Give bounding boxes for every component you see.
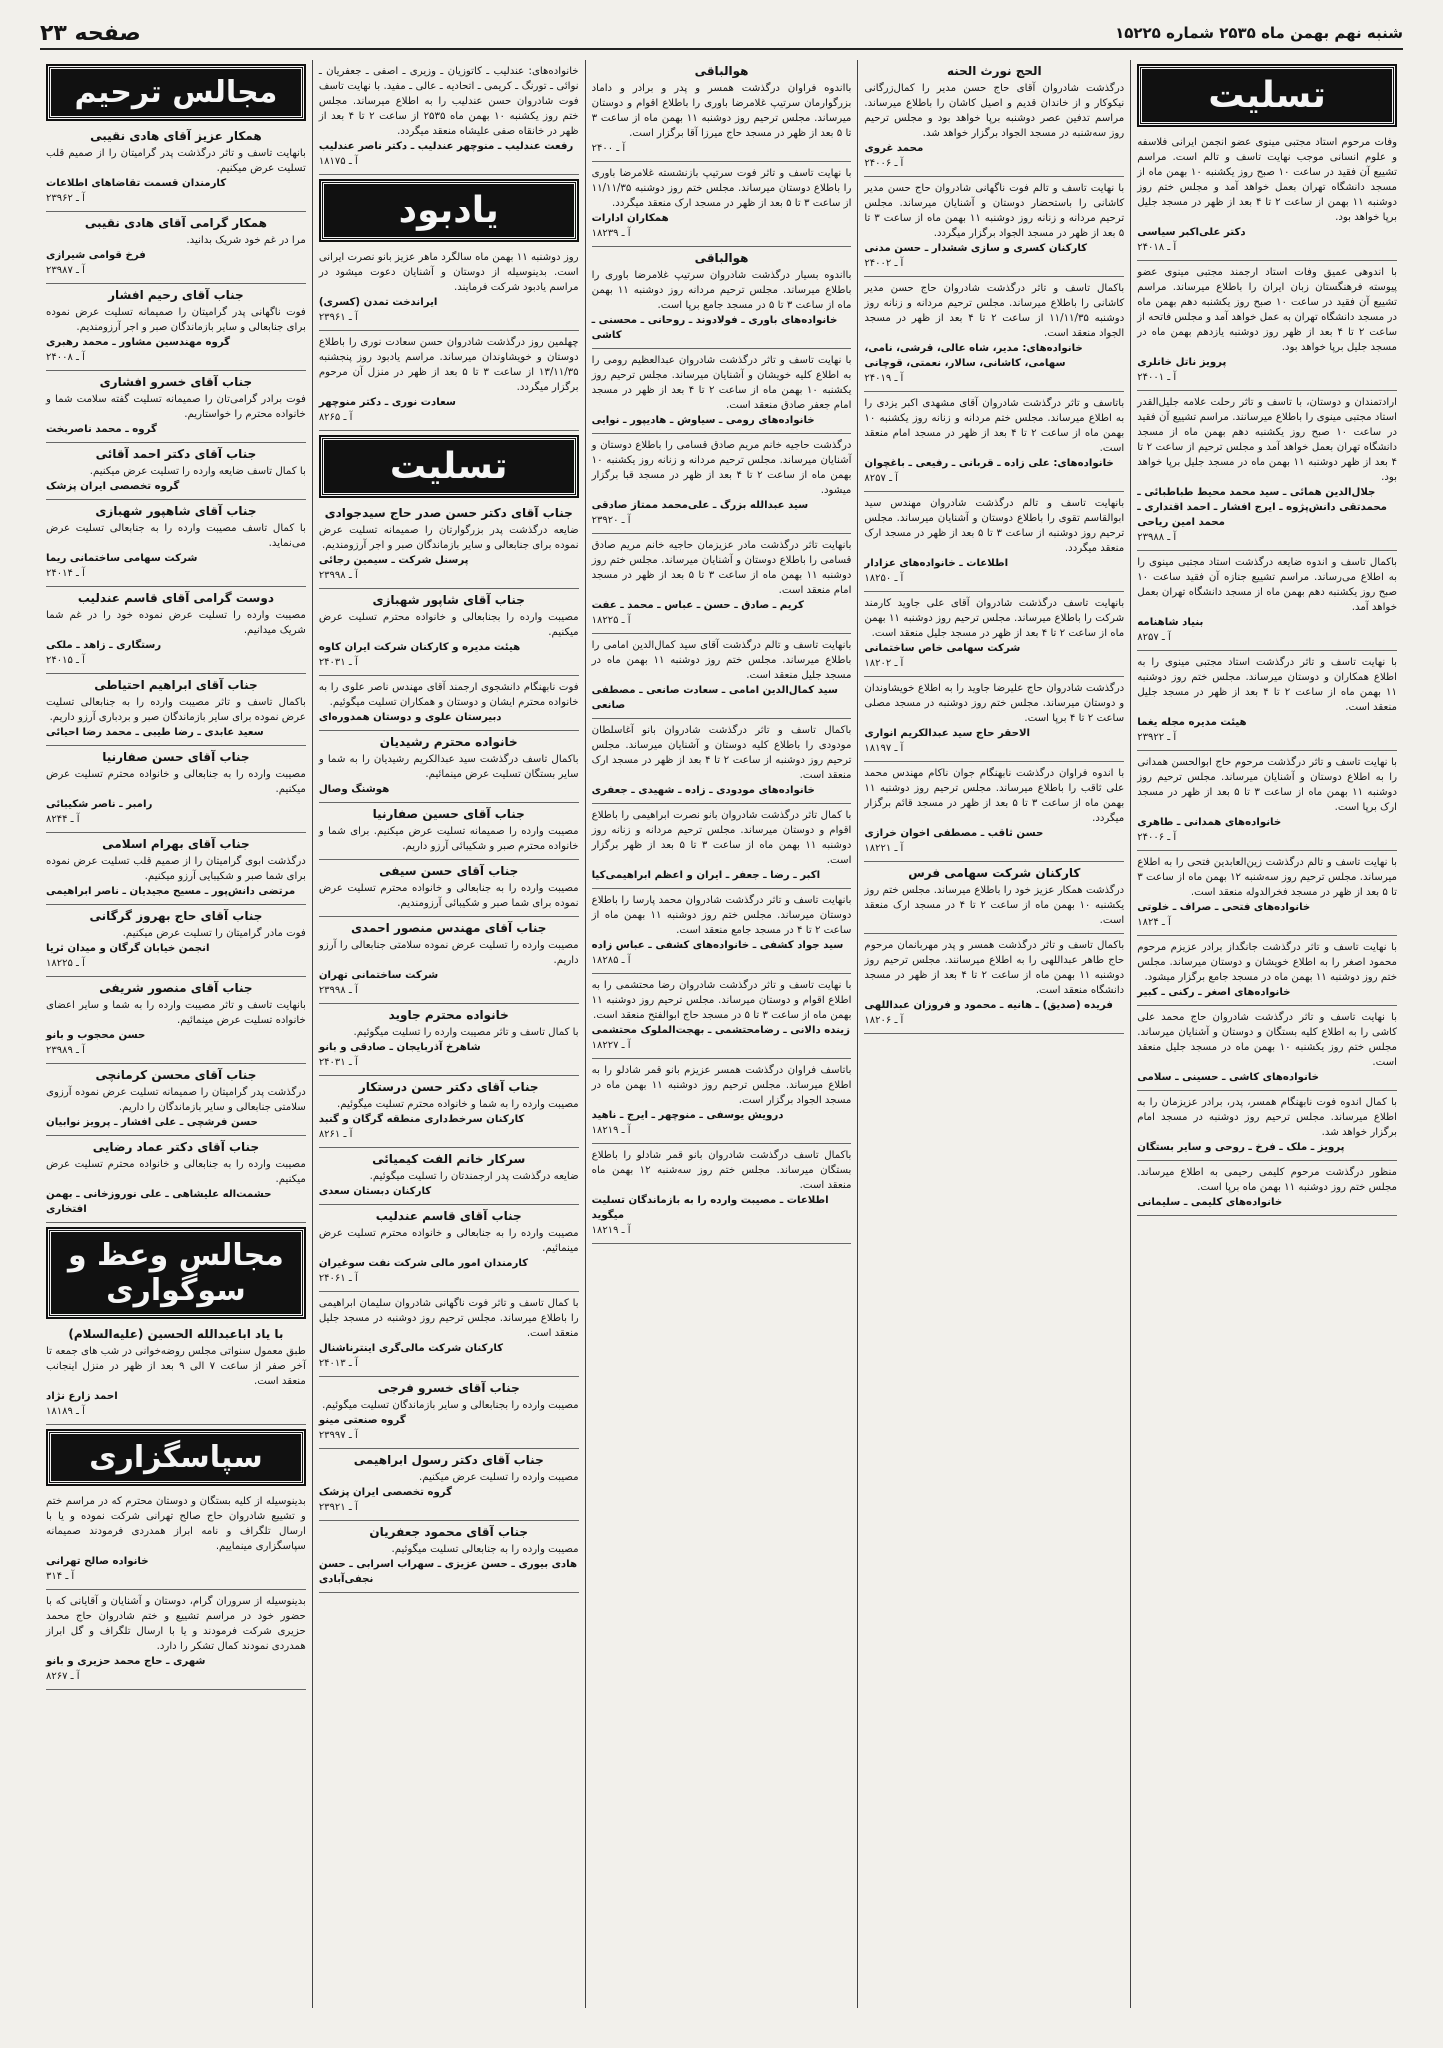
notice-item [864, 862, 1124, 934]
notice-code: آ ـ ۲۴۰۰۶ [864, 158, 904, 169]
notice-item [319, 917, 579, 1004]
notice-item [319, 860, 579, 917]
notice-title: جناب آقای دکتر حسن درستکار [358, 1080, 539, 1094]
notice-code: آ ـ ۲۳۹۶۱ [318, 312, 358, 323]
notice-signature: فریده (صدیق) ـ هانیه ـ محمود و فروزان عبداللهی [864, 1000, 1113, 1011]
notice-item [1137, 851, 1397, 936]
notice-item [319, 1148, 579, 1205]
notice-signature: احمد زارع نژاد [46, 1391, 118, 1402]
notice-code: آ ـ ۲۴۰۱۹ [864, 373, 904, 384]
notice-body: ضایعه درگذشت پدر ارجمندتان را تسلیت میگوئیم. [369, 1171, 579, 1182]
notice-code: آ ـ ۳۱۴ [46, 1571, 75, 1582]
notice-code: آ ـ ۲۴۰۰۲ [864, 258, 904, 269]
notice-signature: هوشنگ وصال [318, 784, 390, 795]
notice-body: با کمال تاسف و تاثر فوت ناگهانی شادروان سلیمان ابراهیمی را باطلاع میرساند. مجلس ترحیم روز دوشنبه در مسجد جلیل منعقد است. [318, 1298, 579, 1339]
notice-item [319, 731, 579, 803]
notice-code: آ ـ ۸۲۶۷ [46, 1671, 80, 1682]
notice-item [46, 977, 306, 1064]
notice-body: باکمال تاسف و تاثر درگذشت شادروان بانو آغاسلطان مودودی را باطلاع کلیه دوستان و آشنایان میرساند. مجلس ترحیم روز دوشنبه از ساعت ۲ تا ۴ بعد از ظهر در مسجد ارک منعقد است. [591, 725, 852, 781]
notice-item [319, 60, 579, 175]
notice-body: فوت برادر گرامی‌تان را صمیمانه تسلیت گفته سلامت شما و خانواده محترم را خواستاریم. [46, 394, 306, 420]
notice-item [592, 349, 852, 434]
notice-body: وفات مرحوم استاد مجتبی مینوی عضو انجمن ایرانی فلاسفه و علوم انسانی موجب نهایت تاسف و تالم است. مراسم تشییع آن فقید در ساعت ۱۰ صبح روز یکشنبه ۱۰ بهمن ماه از مسجد دانشگاه تهران بعمل خواهد آمد و مجلس ختم روز دوشنبه ۱۱ بهمن از ساعت ۲ تا ۴ بعد از ظهر در مسجد جلیل برپا خواهد بود. [1137, 137, 1398, 223]
notice-code: آ ـ ۲۳۹۲۰ [591, 515, 631, 526]
notice-signature: شاهرخ آذربایجان ـ صادقی و بانو [318, 1042, 481, 1053]
notice-item [592, 534, 852, 634]
notice-item [592, 1059, 852, 1144]
notice-item [592, 974, 852, 1059]
notice-code: آ ـ ۸۲۴۴ [46, 814, 80, 825]
notice-body: مصیبت وارده را بجنابعالی و خانواده محترم تسلیت عرض میکنیم. [318, 612, 579, 638]
notice-code: آ ـ ۱۸۲۸۵ [591, 955, 631, 966]
notice-title: جناب آقای منصور شریفی [99, 981, 253, 995]
notice-body: بانهایت تاسف و تاثر درگذشت پدر گرامیتان را از صمیم قلب تسلیت عرض میکنیم. [46, 148, 306, 174]
notice-body: باکمال تاسف و تاثر مصیبت وارده را به جنابعالی تسلیت عرض نموده برای سایر بازماندگان صبر و بردباری آرزو داریم. [46, 697, 306, 723]
notice-item [46, 1136, 306, 1223]
notice-code: آ ـ ۱۸۲۲۱ [864, 843, 904, 854]
notice-signature: پرویز ناتل خانلری [1137, 357, 1227, 368]
notice-title: جناب آقای بهرام اسلامی [102, 837, 250, 851]
notice-signature: اکبر ـ رضا ـ جعفر ـ ایران و اعظم ابراهیمی‌کیا [591, 870, 821, 881]
notice-title: جناب آقای خسرو افشاری [99, 375, 253, 389]
notice-title: سرکار خانم الفت کیمیائی [372, 1152, 526, 1166]
notice-signature: حسن فرشچی ـ علی افشار ـ پرویز نوابیان [46, 1117, 258, 1128]
notice-title: جناب آقای حسن سیفی [379, 864, 519, 878]
notice-title: همکار گرامی آقای هادی نقیبی [84, 216, 267, 230]
notice-title: خانواده محترم رشیدیان [379, 735, 518, 749]
notice-body: با کمال تاسف مصیبت وارده را به جنابعالی تسلیت عرض می‌نماید. [46, 523, 306, 549]
notice-signature: پرویز ـ ملک ـ فرخ ـ روحی و سایر بستگان [1137, 1142, 1345, 1153]
notice-body: مصیبت وارده را تسلیت عرض میکنیم. [418, 1472, 579, 1483]
notice-item [592, 804, 852, 889]
notice-item [864, 492, 1124, 592]
notice-signature: حسن محجوب و بانو [46, 1030, 146, 1041]
notice-item [864, 677, 1124, 762]
notice-code: آ ـ ۱۸۲۳۹ [591, 228, 631, 239]
column-5 [40, 60, 312, 2008]
notice-item [319, 803, 579, 860]
notice-body: با کمال تاسف ضایعه وارده را تسلیت عرض میکنیم. [89, 466, 306, 477]
notice-item [46, 746, 306, 833]
notice-title: همکار عزیز آقای هادی نقیبی [90, 129, 262, 143]
notice-body: فوت ناگهانی پدر گرامیتان را صمیمانه تسلیت عرض نموده برای جنابعالی و سایر بازماندگان صبر و اجر آرزومندیم. [46, 307, 306, 333]
notice-body: باکمال تاسف درگذشت سید عبدالکریم رشیدیان را به شما و سایر بستگان تسلیت عرض مینمائیم. [318, 754, 579, 780]
notice-item [592, 60, 852, 162]
columns-container [40, 60, 1403, 2008]
notice-body: بانهایت تاثر درگذشت مادر عزیزمان حاجیه خانم مریم صادق قسامی را باطلاع دوستان و آشنایان میرساند. مجلس ختم روز دوشنبه ۱۱ بهمن ماه از ساعت ۳ تا ۵ بعد از ظهر در مسجد امام منعقد است. [591, 540, 852, 596]
notice-item [46, 905, 306, 977]
notice-item [319, 1521, 579, 1593]
notice-body: با نهایت تاسف و تاثر درگذشت شادروان حاج محمد علی کاشی را به اطلاع کلیه بستگان و دوستان و آشنایان میرساند. مجلس ختم روز یکشنبه ۱۰ بهمن ماه در مسجد جلیل منعقد است. [1137, 1012, 1397, 1068]
notice-item [46, 284, 306, 371]
notice-code: آ ـ ۲۴۰۱۳ [318, 1358, 358, 1369]
notice-body: بانهایت تاسف و تالم درگذشت آقای سید کمال‌الدین امامی را باطلاع میرساند. مجلس ختم روز دوشنبه ۱۱ بهمن ماه در مسجد جلیل منعقد است. [591, 640, 852, 681]
notice-code: آ ـ ۲۴۰۰۱ [1137, 372, 1177, 383]
notice-code: آ ـ ۱۸۲۲۵ [591, 615, 631, 626]
notice-body: مصیبت وارده را به شما و خانواده محترم تسلیت میگوئیم. [337, 1099, 579, 1110]
notice-signature: رفعت عندلیب ـ منوچهر عندلیب ـ دکتر ناصر عندلیب [318, 141, 574, 152]
notice-body: با کمال اندوه فوت نابهنگام همسر، پدر، برادر عزیزمان را به اطلاع میرساند. مجلس ترحیم روز دوشنبه در مسجد امام برگزار خواهد شد. [1137, 1097, 1397, 1138]
notice-body: فوت نابهنگام دانشجوی ارجمند آقای مهندس ناصر علوی را به خانواده محترم ایشان و دوستان و همکاران تسلیت میگوئیم. [318, 682, 579, 708]
notice-signature: بنیاد شاهنامه [1137, 617, 1204, 628]
notice-title: جناب آقای شاپور شهبازی [372, 593, 525, 607]
notice-item [319, 1205, 579, 1292]
notice-signature: خانواده‌های فتحی ـ صراف ـ خلوتی [1137, 902, 1311, 913]
notice-signature: خانواده‌های کلیمی ـ سلیمانی [1137, 1197, 1283, 1208]
notice-code: آ ـ ۱۸۲۱۹ [591, 1225, 631, 1236]
notice-body: مصیبت وارده را بجنابعالی و سایر بازماندگان تسلیت میگوئیم. [322, 1400, 579, 1411]
notice-title: جناب آقای دکتر حسن صدر حاج سیدجوادی [324, 506, 573, 520]
notice-signature: سید جواد کشفی ـ خانواده‌های کشفی ـ عباس زاده [591, 940, 844, 951]
notice-signature: سید عبدالله بزرگ ـ علی‌محمد ممتاز صادقی [591, 500, 809, 511]
notice-signature: گروه مهندسین مشاور ـ محمد رهبری [46, 337, 231, 348]
notice-signature: حشمت‌اله علیشاهی ـ علی نوروزخانی ـ بهمن افتخاری [46, 1189, 272, 1215]
notice-signature: شرکت سهامی خاص ساختمانی [864, 643, 1021, 654]
notice-code: آ ـ ۲۳۹۸۷ [46, 265, 85, 276]
notice-signature: کارکنان سرخط‌داری منطقه گرگان و گنبد [318, 1114, 525, 1125]
column-1 [1130, 60, 1403, 2008]
notice-signature: گروه صنعتی مینو [318, 1415, 406, 1426]
notice-signature: شهری ـ حاج محمد حزیری و بانو [46, 1656, 206, 1667]
notice-item [1137, 751, 1397, 851]
notice-code: آ ـ ۲۴۰۳۱ [318, 657, 358, 668]
notice-body: مصیبت وارده را به جنابعالی و خانواده محترم تسلیت عرض نموده برای شما صبر و شکیبائی آرزومندیم. [318, 883, 579, 909]
notice-body: با نهایت تاسف و تالم فوت ناگهانی شادروان حاج حسن مدیر کاشانی را باستحضار دوستان و آشنایان میرساند. مجلس ترحیم مردانه و زنانه روز دوشنبه ۱۱ بهمن ماه از ساعت ۳ تا ۵ بعد از ظهر در مسجد الجواد برگزار میگردد. [864, 183, 1125, 239]
notice-item [46, 833, 306, 905]
notice-title: جناب آقای ابراهیم احتیاطی [94, 678, 258, 692]
notice-signature: جلال‌الدین همائی ـ سید محمد محیط طباطبائی ـ محمدتقی دانش‌پژوه ـ ایرج افشار ـ احمد اقتداری ـ محمد امین ریاحی [1137, 487, 1387, 528]
notice-item [864, 277, 1124, 392]
notice-body: باتاسف فراوان درگذشت همسر عزیزم بانو قمر شادلو را به اطلاع میرساند. مجلس ترحیم روز دوشنبه ۱۱ بهمن ماه در مسجد الجواد برگزار است. [591, 1065, 852, 1106]
notice-signature: هیئت مدیره مجله یغما [1137, 717, 1247, 728]
notice-body: ارادتمندان و دوستان، با تاسف و تاثر رحلت علامه جلیل‌القدر استاد مجتبی مینوی را باطلاع میرسانند. مراسم تشییع آن فقید در ساعت ۱۰ صبح روز یکشنبه دهم بهمن ماه از مسجد دانشگاه تهران بعمل خواهد آمد و مجلس ترحیم از ساعت ۲ تا ۴ بعد از ظهر دوشنبه ۱۱ بهمن ماه در مسجد جلیل برپا خواهد بود. [1137, 397, 1398, 483]
notice-code: آ ـ ۲۳۹۹۸ [318, 570, 358, 581]
notice-signature: زینده دالانی ـ رضامحتشمی ـ بهجت‌الملوک محتشمی [591, 1025, 850, 1036]
notice-item [864, 592, 1124, 677]
notice-body: باکمال تاسف درگذشت شادروان بانو قمر شادلو را باطلاع بستگان میرساند. مجلس ختم روز سه‌شنبه ۱۲ بهمن ماه منعقد است. [591, 1150, 852, 1191]
notice-item [319, 246, 579, 331]
column-3 [585, 60, 858, 2008]
notice-item [319, 676, 579, 731]
notice-code: آ ـ ۸۲۵۷ [1137, 632, 1171, 643]
notice-code: آ ـ ۲۴۰۶۱ [318, 1273, 358, 1284]
notice-signature: خانواده صالح تهرانی [46, 1556, 149, 1567]
notice-body: درگذشت شادروان آقای حاج حسن مدیر را کمال‌زرگانی نیکوکار و از خاندان قدیم و اصیل کاشان را باطلاع میرساند. مراسم تدفین عصر دوشنبه برپا خواهد بود و مجلس ترحیم روز سه‌شنبه در مسجد الجواد برگزار خواهد شد. [864, 83, 1125, 139]
notice-signature: محمد غروی [864, 143, 924, 154]
notice-item [1137, 651, 1397, 751]
notice-item [319, 502, 579, 589]
notice-item [864, 60, 1124, 177]
notice-signature: خانواده‌های رومی ـ سیاوش ـ هادیپور ـ نوایی [591, 415, 815, 426]
notice-signature: دبیرستان علوی و دوستان همدوره‌ای [318, 712, 502, 723]
notice-item [46, 674, 306, 746]
notice-signature: همکاران ادارات [591, 213, 669, 224]
notice-signature: گروه تخصصی ایران پزشک [46, 481, 180, 492]
notice-body: بدینوسیله از کلیه بستگان و دوستان محترم که در مراسم ختم و تشییع شادروان حاج صالح تهرانی شرکت نموده و یا با ارسال تلگراف و نامه ابراز همدردی فرمودند صمیمانه سپاسگزاری مینماییم. [46, 1496, 306, 1552]
notice-signature: حسن ثاقب ـ مصطفی اخوان خرازی [864, 828, 1044, 839]
notice-signature: اطلاعات ـ مصیبت وارده را به بازماندگان تسلیت میگوید [591, 1195, 829, 1221]
notice-body: با نهایت تاسف و تاثر درگذشت شادروان عبدالعظیم رومی را به اطلاع کلیه خویشان و آشنایان میرساند. مجلس ترحیم روز یکشنبه ۱۰ بهمن ماه از ساعت ۲ تا ۴ بعد از ظهر در مسجد امام جعفر صادق منعقد است. [591, 355, 852, 411]
notice-body: بااندوه فراوان درگذشت همسر و پدر و برادر و داماد بزرگوارمان سرتیپ غلامرضا باوری را باطلاع اقوام و دوستان میرساند. مجلس ترحیم روز دوشنبه ۱۱ بهمن ماه از ساعت ۳ تا ۵ بعد از ظهر در مسجد حاج میرزا آقا برگزار است. [591, 83, 852, 139]
notice-item [1137, 1091, 1397, 1161]
notice-body: درگذشت حاجیه خانم مریم صادق قسامی را باطلاع دوستان و آشنایان میرساند. مجلس ترحیم مردانه و زنانه روز یکشنبه ۱۰ بهمن ماه از ساعت ۲ تا ۴ بعد از ظهر در مسجد قبا برگزار میشود. [591, 440, 852, 496]
notice-signature: هادی بیوری ـ حسن عزیزی ـ سهراب اسرابی ـ حسن نجفی‌آبادی [318, 1559, 578, 1585]
notice-item [592, 889, 852, 974]
notice-item [592, 634, 852, 719]
section-banner: سپاسگزاری [48, 1431, 304, 1484]
section-banner: مجالس ترحیم [48, 66, 304, 119]
notice-code: آ ـ ۲۴۰۱۵ [46, 655, 85, 666]
notice-code: آ ـ ۱۸۱۹۷ [864, 743, 904, 754]
notice-body: با نهایت تاسف و تاثر درگذشت جانگداز برادر عزیزم مرحوم محمود اصغر را به اطلاع خویشان و دوستان میرساند. مجلس ختم روز دوشنبه ۱۱ بهمن ماه در مسجد جامع برگزار میشود. [1137, 942, 1397, 983]
notice-signature: مرتضی دانش‌پور ـ مسیح مجیدیان ـ ناصر ابراهیمی [46, 886, 296, 897]
notice-item [319, 1377, 579, 1449]
notice-title: جناب آقای حاج بهروز گرگانی [89, 909, 263, 923]
notice-body: با نهایت تاسف و تاثر درگذشت شادروان رضا محتشمی را به اطلاع اقوام و دوستان میرساند. مجلس ترحیم روز دوشنبه ۱۱ بهمن ماه از ساعت ۳ تا ۵ در مسجد حاج ابوالفتح منعقد است. [591, 980, 852, 1021]
notice-item [319, 1004, 579, 1076]
notice-item [1137, 1161, 1397, 1216]
notice-item [46, 125, 306, 212]
notice-title: کارکنان شرکت سهامی فرس [908, 866, 1081, 880]
notice-body: با کمال تاثر درگذشت شادروان بانو نصرت ابراهیمی را باطلاع اقوام و دوستان میرساند. مجلس ترحیم مردانه و زنانه روز دوشنبه ۱۱ بهمن ماه از ساعت ۳ تا ۵ بعد از ظهر برگزار است. [591, 810, 852, 866]
page-header [40, 18, 1403, 50]
notice-signature: خانواده‌های همدانی ـ طاهری [1137, 817, 1282, 828]
notice-title: جناب آقای خسرو فرجی [377, 1381, 520, 1395]
notice-code: آ ـ ۱۸۲۲۵ [46, 958, 85, 969]
notice-signature: پرسنل شرکت ـ سیمین رجائی [318, 555, 469, 566]
notice-signature: دکتر علی‌اکبر سیاسی [1137, 227, 1246, 238]
notice-signature: خانواده‌های: مدیر، شاه عالی، قرشی، نامی، سهامی، کاشانی، سالار، نعمتی، قوچانی [864, 343, 1083, 369]
notice-item [1137, 131, 1397, 261]
notice-body: خانواده‌های: عندلیب ـ کاتوزیان ـ وزیری ـ اصفی ـ جعفریان ـ نوائی ـ تورنگ ـ کریمی ـ اتحادیه ـ عالی ـ مفید. با نهایت تاسف فوت شادروان حسن عندلیب را به اطلاع میرساند. مجلس ختم روز یکشنبه ۱۰ بهمن ماه ۲۵۳۵ از ساعت ۲ تا ۴ بعد از ظهر در خانقاه صفی علیشاه منعقد میگردد. [318, 66, 579, 137]
notice-code: آ ـ ۱۸۲۴ [1137, 917, 1171, 928]
notice-item [1137, 261, 1397, 391]
section-banner: یادبود [321, 181, 577, 240]
notice-code: آ ـ ۱۸۲۰۶ [864, 1015, 904, 1026]
notice-title: جناب آقای دکتر رسول ابراهیمی [353, 1453, 544, 1467]
notice-item [46, 1064, 306, 1136]
notice-code: آ ـ ۲۳۹۲۲ [1137, 732, 1177, 743]
notice-body: ضایعه درگذشت پدر بزرگوارتان را صمیمانه تسلیت عرض نموده برای جنابعالی و سایر بازماندگان صبر و اجر آرزومندیم. [318, 525, 579, 551]
notice-item [1137, 1006, 1397, 1091]
notice-item [46, 1590, 306, 1690]
notice-body: مصیبت وارده را تسلیت عرض نموده خود را در غم شما شریک میدانیم. [46, 610, 306, 636]
notice-signature: فرخ قوامی شیرازی [46, 250, 146, 261]
notice-body: با اندوهی عمیق وفات استاد ارجمند مجتبی مینوی عضو پیوسته فرهنگستان زبان ایران را باطلاع میرساند. مراسم تشییع آن فقید در ساعت ۱۰ صبح روز یکشنبه دهم بهمن ماه در مسجد دانشگاه تهران به عمل خواهد آمد و مجلس فاتحه از ساعت ۲ تا ۴ بعد از ظهر روز دوشنبه یازدهم بهمن ماه در مسجد جلیل برپا خواهد بود. [1137, 267, 1398, 353]
notice-signature: رامبر ـ ناصر شکیبائی [46, 799, 153, 810]
notice-item [864, 934, 1124, 1034]
notice-body: درگذشت همکار عزیز خود را باطلاع میرساند. مجلس ختم روز یکشنبه ۱۰ بهمن ماه از ساعت ۲ تا ۴ در مسجد ارک منعقد است. [864, 885, 1125, 926]
notice-item [46, 212, 306, 284]
notice-item [864, 177, 1124, 277]
notice-title: جناب آقای مهندس منصور احمدی [351, 921, 547, 935]
column-4 [312, 60, 585, 2008]
notice-body: فوت مادر گرامیتان را تسلیت عرض میکنیم. [122, 928, 306, 939]
notice-signature: شرکت ساختمانی تهران [318, 970, 439, 981]
notice-signature: ایراندخت تمدن (کسری) [318, 297, 438, 308]
notice-code: آ ـ ۲۴۰۳۱ [318, 1057, 358, 1068]
notice-title: جناب آقای رحیم افشار [108, 288, 244, 302]
notice-title: جناب آقای شاهپور شهبازی [95, 504, 257, 518]
notice-title: جناب آقای حسن صفارنیا [102, 750, 250, 764]
notice-item [864, 392, 1124, 492]
notice-item [46, 371, 306, 443]
notice-code: آ ـ ۲۴۰۱۴ [46, 568, 85, 579]
notice-code: آ ـ ۲۴۰۰ [591, 143, 626, 154]
notice-item [319, 1292, 579, 1377]
notice-body: درگذشت ابوی گرامیتان را از صمیم قلب تسلیت عرض نموده برای شما صبر و شکیبایی آرزو میکنیم. [46, 856, 306, 882]
notice-signature: الاحقر حاج سید عبدالکریم انواری [864, 728, 1031, 739]
notice-title: هوالباقی [694, 64, 749, 78]
notice-signature: خانواده‌های باوری ـ فولادوند ـ روحانی ـ محسنی ـ کاشی [591, 315, 838, 341]
notice-body: باتاسف و تاثر درگذشت شادروان آقای مشهدی اکبر یزدی را به اطلاع میرساند. مجلس ختم مردانه و زنانه روز یکشنبه ۱۰ بهمن ماه از ساعت ۲ تا ۴ بعد از ظهر در مسجد امام منعقد است. [864, 398, 1125, 454]
notice-title: جناب آقای قاسم عندلیب [375, 1209, 522, 1223]
notice-signature: خانواده‌های: علی زاده ـ قربانی ـ رفیعی ـ باغچوان [864, 458, 1114, 469]
notice-body: بانهایت تاسف و تاثر درگذشت شادروان محمد پارسا را باطلاع دوستان میرساند. مجلس ختم روز دوشنبه ۱۱ بهمن ماه از ساعت ۲ تا ۴ در مسجد جامع منعقد است. [591, 895, 852, 936]
notice-code: آ ـ ۲۳۹۸۸ [1137, 532, 1177, 543]
notice-body: درگذشت پدر گرامیتان را صمیمانه تسلیت عرض نموده آرزوی سلامتی جنابعالی و سایر بازماندگان را داریم. [46, 1087, 306, 1113]
notice-body: مصیبت وارده را به جنابعالی و خانواده محترم تسلیت عرض میکنیم. [46, 769, 306, 795]
notice-title: جناب آقای دکتر احمد آقائی [95, 447, 257, 461]
notice-body: باکمال تاسف و تاثر درگذشت همسر و پدر مهربانمان مرحوم حاج طاهر عبداللهی را به اطلاع میرسانند. مجلس ترحیم روز دوشنبه ۱۱ بهمن ماه از ساعت ۲ تا ۴ بعد از ظهر در مسجد دانشگاه منعقد است. [864, 940, 1125, 996]
notice-body: منظور درگذشت مرحوم کلیمی رحیمی به اطلاع میرساند. مجلس ختم روز دوشنبه ۱۱ بهمن ماه برپا است. [1137, 1167, 1397, 1193]
notice-body: بانهایت تاسف و تالم درگذشت شادروان مهندس سید ابوالقاسم تقوی را باطلاع دوستان و آشنایان میرساند. مجلس ترحیم روز دوشنبه از ساعت ۳ تا ۵ بعد از ظهر در مسجد ارک منعقد میگردد. [864, 498, 1125, 554]
notice-title: هوالباقی [694, 251, 749, 265]
notice-item [319, 331, 579, 431]
notice-item [46, 1323, 306, 1425]
notice-title: الحج نورث الحنه [946, 64, 1042, 78]
notice-item [46, 587, 306, 674]
notice-code: آ ـ ۸۲۶۱ [318, 1129, 353, 1140]
notice-code: آ ـ ۱۸۲۲۷ [591, 1040, 631, 1051]
notice-code: آ ـ ۲۳۹۹۸ [318, 985, 358, 996]
notice-body: بدینوسیله از سروران گرام، دوستان و آشنایان و آقایانی که با حضور خود در مراسم تشییع و ختم شادروان حاج محمد حزیری شرکت فرمودند و یا با ارسال تلگراف و گل ابراز همدردی نمودند کمال تشکر را دارد. [46, 1596, 306, 1652]
notice-body: باکمال تاسف و تاثر درگذشت شادروان حاج حسن مدیر کاشانی را باطلاع میرساند. مجلس ترحیم مردانه و زنانه روز دوشنبه ۱۱/۱۱/۳۵ از ساعت ۲ تا ۴ بعد از ظهر در مسجد الجواد منعقد است. [864, 283, 1125, 339]
notice-signature: خانواده‌های اصغر ـ رکنی ـ کبیر [1137, 987, 1291, 998]
notice-body: مصیبت وارده را تسلیت عرض نموده سلامتی جنابعالی را آرزو داریم. [318, 940, 579, 966]
notice-item [864, 762, 1124, 862]
notice-code: آ ـ ۲۳۹۸۹ [46, 1045, 85, 1056]
notice-body: مصیبت وارده را به جنابعالی و خانواده محترم تسلیت عرض مینمائیم. [318, 1228, 579, 1254]
notice-body: با نهایت تاسف و تاثر درگذشت استاد مجتبی مینوی را به اطلاع همکاران و دوستان میرساند. مجلس ختم روز دوشنبه ۱۱ بهمن ماه از ساعت ۲ تا ۴ بعد از ظهر در مسجد جلیل منعقد است. [1137, 657, 1397, 713]
notice-code: آ ـ ۱۸۲۵۰ [864, 573, 904, 584]
notice-signature: انجمن خیابان گرگان و میدان ثریا [46, 943, 210, 954]
notice-title: دوست گرامی آقای قاسم عندلیب [77, 591, 274, 605]
notice-signature: خانواده‌های مودودی ـ زاده ـ شهیدی ـ جعفری [591, 785, 815, 796]
section-banner: تسلیت [321, 437, 577, 496]
notice-title: جناب آقای محمود جعفریان [369, 1525, 529, 1539]
notice-code: آ ـ ۸۲۶۵ [318, 412, 353, 423]
notice-body: مصیبت وارده را صمیمانه تسلیت عرض میکنیم. برای شما و خانواده محترم صبر و شکیبائی آرزو داریم. [318, 826, 579, 852]
notice-title: جناب آقای محسن کرمانچی [95, 1068, 257, 1082]
notice-title: جناب آقای حسین صفارنیا [372, 807, 525, 821]
notice-title: خانواده محترم جاوید [388, 1008, 509, 1022]
notice-item [1137, 936, 1397, 1006]
notice-item [1137, 391, 1397, 551]
notice-signature: کارکنان شرکت مالی‌گری اینترناشنال [318, 1343, 504, 1354]
issue-date-line: شنبه نهم بهمن ماه ۲۵۳۵ شماره ۱۵۲۲۵ [1115, 24, 1403, 42]
notice-signature: گروه ـ محمد ناصربخت [46, 424, 157, 435]
notice-body: مرا در غم خود شریک بدانید. [186, 235, 306, 246]
notice-body: درگذشت شادروان حاج علیرضا جاوید را به اطلاع خویشاوندان و دوستان میرساند. مجلس ختم روز دوشنبه در مسجد مصلی ساعت ۲ تا ۴ برپا است. [864, 683, 1125, 724]
notice-signature: کارکنان کسری و سازی ششدار ـ حسن مدنی [864, 243, 1088, 254]
notice-signature: خانواده‌های کاشی ـ حسینی ـ سلامی [1137, 1072, 1320, 1083]
notice-signature: سعید عابدی ـ رضا طیبی ـ محمد رضا احیائی [46, 727, 264, 738]
notice-item [319, 589, 579, 676]
notice-body: طبق معمول سنواتی مجلس روضه‌خوانی در شب های جمعه تا آخر صفر از ساعت ۷ الی ۹ بعد از ظهر در منزل اینجانب منعقد است. [46, 1346, 306, 1387]
notice-body: بانهایت تاسف درگذشت شادروان آقای علی جاوید کارمند شرکت را باطلاع میرساند. مجلس ترحیم روز دوشنبه ۱۱ بهمن ماه از ساعت ۲ تا ۴ بعد از ظهر در مسجد جلیل منعقد است. [864, 598, 1125, 639]
section-banner: تسلیت [1139, 66, 1395, 125]
notice-signature: درویش یوسفی ـ منوچهر ـ ایرج ـ ناهید [591, 1110, 784, 1121]
notice-item [46, 443, 306, 500]
notice-body: با نهایت تاسف و تاثر فوت سرتیپ بازنشسته غلامرضا باوری را باطلاع دوستان میرساند. مجلس ختم روز دوشنبه ۱۱/۱۱/۳۵ از ساعت ۳ تا ۵ بعد از ظهر در مسجد ارک منعقد میگردد. [591, 168, 852, 209]
notice-signature: گروه تخصصی ایران پزشک [318, 1487, 453, 1498]
notice-body: با نهایت تاسف و تاثر درگذشت مرحوم حاج ابوالحسن همدانی را به اطلاع دوستان و آشنایان میرساند. مجلس ترحیم روز دوشنبه ۱۱ بهمن ماه از ساعت ۳ تا ۵ بعد از ظهر در مسجد ارک برپا است. [1137, 757, 1398, 813]
notice-signature: کارمندان امور مالی شرکت نفت سوغیران [318, 1258, 529, 1269]
notice-body: مصیبت وارده را به جنابعالی تسلیت میگوئیم. [391, 1544, 579, 1555]
notice-code: آ ـ ۲۴۰۰۸ [46, 352, 85, 363]
notice-body: بااندوه بسیار درگذشت شادروان سرتیپ غلامرضا باوری را باطلاع میرساند. مجلس ترحیم مردانه روز دوشنبه ۱۱ بهمن ماه از ساعت ۳ تا ۵ در مسجد جامع برپا است. [591, 270, 852, 311]
notice-item [46, 1490, 306, 1590]
notice-title: با یاد اباعبدالله الحسین (علیه‌السلام) [68, 1327, 284, 1341]
notice-item [592, 719, 852, 804]
notice-item [319, 1076, 579, 1148]
notice-signature: سید کمال‌الدین امامی ـ سعادت صانعی ـ مصطفی صانعی [591, 685, 838, 711]
notice-body: باکمال تاسف و اندوه ضایعه درگذشت استاد مجتبی مینوی را به اطلاع می‌رساند. مراسم تشییع جنازه آن فقید ساعت ۱۰ صبح روز یکشنبه دهم بهمن ماه از مسجد دانشگاه تهران بعمل خواهد آمد. [1137, 557, 1397, 613]
notice-code: آ ـ ۱۸۲۰۲ [864, 658, 904, 669]
column-2 [857, 60, 1130, 2008]
notice-code: آ ـ ۲۳۹۲۱ [318, 1502, 358, 1513]
notice-body: با اندوه فراوان درگذشت نابهنگام جوان ناکام مهندس محمد علی ثاقب را باطلاع میرساند. مجلس ترحیم روز دوشنبه ۱۱ بهمن ماه از ساعت ۳ تا ۵ بعد از ظهر در مسجد قائم برگزار میگردد. [864, 768, 1125, 824]
page-number: صفحه ۲۳ [40, 20, 141, 46]
section-banner: مجالس وعظ و سوگواری [48, 1229, 304, 1317]
notice-code: آ ـ ۸۲۵۷ [864, 473, 898, 484]
notice-body: مصیبت وارده را به جنابعالی و خانواده محترم تسلیت عرض میکنیم. [46, 1159, 306, 1185]
notice-signature: کارمندان قسمت تقاضاهای اطلاعات [46, 178, 227, 189]
notice-signature: شرکت سهامی ساختمانی ریما [46, 553, 198, 564]
notice-signature: هیئت مدیره و کارکنان شرکت ایران کاوه [318, 642, 521, 653]
notice-item [592, 247, 852, 349]
notice-code: آ ـ ۲۳۹۶۲ [46, 193, 85, 204]
notice-item [46, 500, 306, 587]
notice-item [592, 1144, 852, 1244]
notice-code: آ ـ ۲۳۹۹۷ [318, 1430, 358, 1441]
notice-title: جناب آقای دکتر عماد رضایی [92, 1140, 260, 1154]
notice-body: با نهایت تاسف و تالم درگذشت زین‌العابدین فتحی را به اطلاع میرساند. مجلس ترحیم روز سه‌شنبه ۱۲ بهمن ماه از ساعت ۳ تا ۵ بعد از ظهر در مسجد فخرالدوله منعقد است. [1137, 857, 1397, 898]
notice-signature: سعادت نوری ـ دکتر منوچهر [318, 397, 456, 408]
notice-signature: رستگاری ـ زاهد ـ ملکی [46, 640, 162, 651]
notice-item [592, 162, 852, 247]
notice-code: آ ـ ۲۴۰۰۶ [1137, 832, 1177, 843]
notice-item [319, 1449, 579, 1521]
notice-code: آ ـ ۱۸۱۸۹ [46, 1406, 85, 1417]
notice-code: آ ـ ۲۴۰۱۸ [1137, 242, 1177, 253]
notice-signature: اطلاعات ـ خانواده‌های عزادار [864, 558, 1009, 569]
notice-signature: کریم ـ صادق ـ حسن ـ عباس ـ محمد ـ عفت [591, 600, 804, 611]
notice-code: آ ـ ۱۸۲۱۹ [591, 1125, 631, 1136]
notice-body: بانهایت تاسف و تاثر مصیبت وارده را به شما و سایر اعضای خانواده تسلیت عرض مینمائیم. [46, 1000, 306, 1026]
notice-signature: کارکنان دبستان سعدی [318, 1186, 432, 1197]
notice-body: روز دوشنبه ۱۱ بهمن ماه سالگرد ماهر عزیز بانو نصرت ایرانی است. بدینوسیله از دوستان و آشنایان دعوت میشود در مراسم یادبود شرکت فرمایند. [318, 252, 579, 293]
notice-item [1137, 551, 1397, 651]
notice-code: آ ـ ۱۸۱۷۵ [318, 156, 358, 167]
notice-body: با کمال تاسف و تاثر مصیبت وارده را تسلیت میگوئیم. [353, 1027, 579, 1038]
notice-body: چهلمین روز درگذشت شادروان حسن سعادت نوری را باطلاع دوستان و خویشاوندان میرساند. مراسم یادبود روز پنجشنبه ۱۳/۱۱/۳۵ از ساعت ۳ تا ۵ بعد از ظهر در منزل آن مرحوم برگزار میگردد. [318, 337, 579, 393]
notice-item [592, 434, 852, 534]
